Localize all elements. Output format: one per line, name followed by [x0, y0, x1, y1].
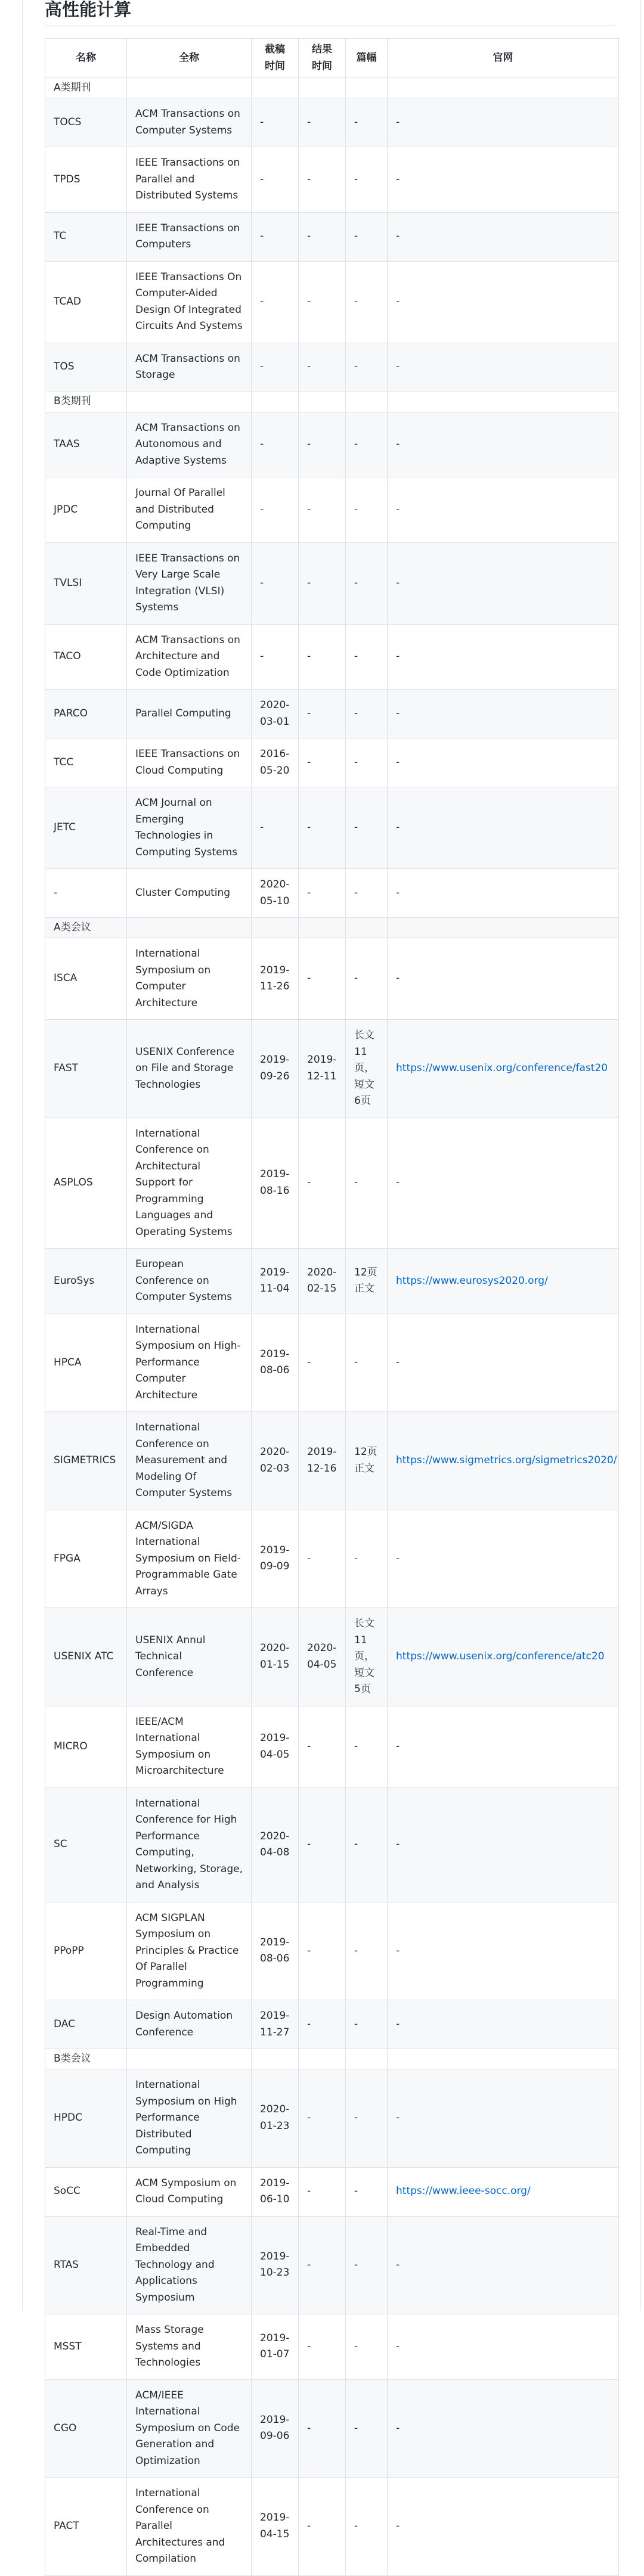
cell-result: -	[299, 738, 346, 787]
cell-length: -	[346, 2000, 388, 2049]
cell-name: TCC	[45, 738, 127, 787]
cell-length: -	[346, 1902, 388, 2000]
cell-fullname: International Symposium on High-Performance Computer Architecture	[127, 1314, 252, 1412]
cell-deadline: 2019-10-23	[252, 2216, 299, 2314]
cell-name: RTAS	[45, 2216, 127, 2314]
table-row	[45, 1608, 619, 1706]
cell-name: PPoPP	[45, 1902, 127, 2000]
empty-cell	[346, 2049, 388, 2069]
category-row	[45, 2049, 619, 2069]
cell-name: TCAD	[45, 261, 127, 343]
cell-deadline: -	[252, 412, 299, 477]
cell-fullname: ACM Transactions on Computer Systems	[127, 98, 252, 147]
cell-site: -	[388, 869, 619, 918]
col-site-header: 官网	[388, 39, 619, 78]
table-row	[45, 2167, 619, 2216]
cell-result: -	[299, 1510, 346, 1608]
cell-name: ISCA	[45, 938, 127, 1020]
table-row	[45, 412, 619, 477]
cell-length: -	[346, 1118, 388, 1249]
cell-length: -	[346, 2216, 388, 2314]
cell-length: -	[346, 1510, 388, 1608]
cell-site: -	[388, 2000, 619, 2049]
category-label: A类会议	[45, 918, 127, 938]
cell-deadline: 2019-06-10	[252, 2167, 299, 2216]
cell-site: -	[388, 477, 619, 543]
cell-result: -	[299, 212, 346, 261]
col-length-header: 篇幅	[346, 39, 388, 78]
cell-site: -	[388, 690, 619, 738]
cell-fullname: Real-Time and Embedded Technology and Applications Symposium	[127, 2216, 252, 2314]
cell-result: -	[299, 2167, 346, 2216]
cell-name: ASPLOS	[45, 1118, 127, 1249]
cell-site: -	[388, 2478, 619, 2576]
cell-deadline: -	[252, 787, 299, 869]
cell-fullname: Design Automation Conference	[127, 2000, 252, 2049]
cell-name: HPDC	[45, 2069, 127, 2168]
cell-result: 2020-04-05	[299, 1608, 346, 1706]
empty-cell	[388, 78, 619, 98]
table-row	[45, 2379, 619, 2478]
empty-cell	[346, 918, 388, 938]
empty-cell	[299, 2049, 346, 2069]
cell-site[interactable]: https://www.usenix.org/conference/fast20	[388, 1020, 619, 1118]
cell-name: TAAS	[45, 412, 127, 477]
table-body	[45, 78, 619, 2576]
table-row	[45, 542, 619, 624]
empty-cell	[299, 78, 346, 98]
cell-length: -	[346, 624, 388, 690]
cell-length: -	[346, 938, 388, 1020]
cell-length: -	[346, 869, 388, 918]
cell-result: 2019-12-16	[299, 1412, 346, 1510]
cell-fullname: Journal Of Parallel and Distributed Computing	[127, 477, 252, 543]
cell-name: MSST	[45, 2314, 127, 2380]
cell-name: TC	[45, 212, 127, 261]
cell-deadline: 2019-01-07	[252, 2314, 299, 2380]
cell-name: TOCS	[45, 98, 127, 147]
cell-site: -	[388, 1706, 619, 1787]
section-title: 高性能计算	[45, 0, 617, 26]
cell-result: -	[299, 2216, 346, 2314]
table-row	[45, 690, 619, 738]
cell-fullname: ACM Transactions on Architecture and Code Optimization	[127, 624, 252, 690]
col-name-header: 名称	[45, 39, 127, 78]
cell-name: PACT	[45, 2478, 127, 2576]
table-header	[45, 39, 619, 78]
cell-fullname: USENIX Conference on File and Storage Technologies	[127, 1020, 252, 1118]
cell-length: -	[346, 690, 388, 738]
table-row	[45, 1249, 619, 1314]
cell-length: -	[346, 2478, 388, 2576]
cell-name: -	[45, 869, 127, 918]
table-row	[45, 624, 619, 690]
cell-fullname: IEEE Transactions on Computers	[127, 212, 252, 261]
cell-site[interactable]: https://www.ieee-socc.org/	[388, 2167, 619, 2216]
cell-length: 长文11页，短文5页	[346, 1608, 388, 1706]
cell-site: -	[388, 147, 619, 213]
table-row	[45, 2069, 619, 2168]
table-row	[45, 2000, 619, 2049]
cell-result: -	[299, 261, 346, 343]
cell-result: -	[299, 412, 346, 477]
cell-site: -	[388, 1787, 619, 1902]
cell-name: DAC	[45, 2000, 127, 2049]
cell-result: -	[299, 1706, 346, 1787]
cell-length: -	[346, 2379, 388, 2478]
table-row	[45, 98, 619, 147]
cell-result: -	[299, 542, 346, 624]
cell-deadline: 2016-05-20	[252, 738, 299, 787]
cell-site: -	[388, 98, 619, 147]
cell-site: -	[388, 738, 619, 787]
cell-result: -	[299, 1787, 346, 1902]
empty-cell	[388, 918, 619, 938]
cell-result: -	[299, 477, 346, 543]
cell-fullname: International Conference on Measurement and Modeling Of Computer Systems	[127, 1412, 252, 1510]
cell-fullname: ACM Symposium on Cloud Computing	[127, 2167, 252, 2216]
category-row	[45, 78, 619, 98]
table-row	[45, 869, 619, 918]
table-row	[45, 477, 619, 543]
cell-name: USENIX ATC	[45, 1608, 127, 1706]
cell-name: PARCO	[45, 690, 127, 738]
table-row	[45, 938, 619, 1020]
cell-fullname: IEEE Transactions on Very Large Scale Integration (VLSI) Systems	[127, 542, 252, 624]
cell-deadline: -	[252, 147, 299, 213]
category-label: B类期刊	[45, 392, 127, 412]
cell-fullname: USENIX Annul Technical Conference	[127, 1608, 252, 1706]
cell-site: -	[388, 2216, 619, 2314]
col-fullname-header: 全称	[127, 39, 252, 78]
cell-fullname: International Conference for High Performance Computing, Networking, Storage, and Analysis	[127, 1787, 252, 1902]
cell-length: -	[346, 147, 388, 213]
cell-deadline: -	[252, 624, 299, 690]
cell-result: -	[299, 98, 346, 147]
cell-site: -	[388, 343, 619, 392]
cell-deadline: 2019-09-26	[252, 1020, 299, 1118]
cell-site: -	[388, 624, 619, 690]
cell-fullname: Parallel Computing	[127, 690, 252, 738]
cell-length: -	[346, 542, 388, 624]
cell-result: -	[299, 1118, 346, 1249]
cell-deadline: 2019-09-06	[252, 2379, 299, 2478]
cell-fullname: IEEE/ACM International Symposium on Microarchitecture	[127, 1706, 252, 1787]
cell-deadline: 2020-01-23	[252, 2069, 299, 2168]
cell-length: -	[346, 261, 388, 343]
cell-fullname: IEEE Transactions on Cloud Computing	[127, 738, 252, 787]
cell-deadline: -	[252, 542, 299, 624]
cell-fullname: European Conference on Computer Systems	[127, 1249, 252, 1314]
cell-result: -	[299, 624, 346, 690]
empty-cell	[346, 78, 388, 98]
cell-deadline: 2019-11-26	[252, 938, 299, 1020]
cell-deadline: 2020-05-10	[252, 869, 299, 918]
cell-name: HPCA	[45, 1314, 127, 1412]
table-row	[45, 787, 619, 869]
cell-site: -	[388, 2314, 619, 2380]
empty-cell	[127, 392, 252, 412]
cell-name: SIGMETRICS	[45, 1412, 127, 1510]
table-row	[45, 2478, 619, 2576]
cell-result: 2020-02-15	[299, 1249, 346, 1314]
category-row	[45, 392, 619, 412]
cell-site: -	[388, 787, 619, 869]
cell-fullname: ACM/IEEE International Symposium on Code Generation and Optimization	[127, 2379, 252, 2478]
cell-site: -	[388, 2069, 619, 2168]
col-deadline-header: 截稿时间	[252, 39, 299, 78]
table-row	[45, 1902, 619, 2000]
table-row	[45, 1510, 619, 1608]
table-row	[45, 1412, 619, 1510]
cell-result: -	[299, 2069, 346, 2168]
cell-site: -	[388, 212, 619, 261]
cell-result: -	[299, 147, 346, 213]
cell-fullname: International Symposium on High Performance Distributed Computing	[127, 2069, 252, 2168]
cell-name: SC	[45, 1787, 127, 1902]
category-label: B类会议	[45, 2049, 127, 2069]
cell-site: -	[388, 938, 619, 1020]
cell-deadline: 2020-03-01	[252, 690, 299, 738]
cell-length: -	[346, 98, 388, 147]
cell-name: JETC	[45, 787, 127, 869]
cell-deadline: -	[252, 261, 299, 343]
cell-deadline: 2020-01-15	[252, 1608, 299, 1706]
cell-name: TPDS	[45, 147, 127, 213]
cell-deadline: 2019-04-15	[252, 2478, 299, 2576]
empty-cell	[252, 78, 299, 98]
cell-result: -	[299, 343, 346, 392]
cell-name: JPDC	[45, 477, 127, 543]
cell-deadline: 2019-11-27	[252, 2000, 299, 2049]
cell-name: MICRO	[45, 1706, 127, 1787]
cell-result: -	[299, 938, 346, 1020]
cell-length: -	[346, 1787, 388, 1902]
empty-cell	[252, 2049, 299, 2069]
table-row	[45, 738, 619, 787]
category-row	[45, 918, 619, 938]
cell-site[interactable]: https://www.eurosys2020.org/	[388, 1249, 619, 1314]
cell-fullname: International Symposium on Computer Architecture	[127, 938, 252, 1020]
table-row	[45, 147, 619, 213]
cell-fullname: Mass Storage Systems and Technologies	[127, 2314, 252, 2380]
table-row	[45, 1020, 619, 1118]
cell-deadline: -	[252, 343, 299, 392]
cell-fullname: ACM Transactions on Storage	[127, 343, 252, 392]
cell-site: -	[388, 542, 619, 624]
cell-deadline: -	[252, 212, 299, 261]
table-row	[45, 261, 619, 343]
cell-length: -	[346, 343, 388, 392]
cell-deadline: 2019-08-06	[252, 1902, 299, 2000]
cell-fullname: IEEE Transactions On Computer-Aided Design Of Integrated Circuits And Systems	[127, 261, 252, 343]
empty-cell	[127, 2049, 252, 2069]
cell-length: 12页正文	[346, 1412, 388, 1510]
cell-name: FPGA	[45, 1510, 127, 1608]
cell-fullname: ACM/SIGDA International Symposium on Field-Programmable Gate Arrays	[127, 1510, 252, 1608]
cell-result: -	[299, 2379, 346, 2478]
cell-name: TACO	[45, 624, 127, 690]
cell-deadline: 2020-02-03	[252, 1412, 299, 1510]
table-row	[45, 2216, 619, 2314]
cell-site: -	[388, 1314, 619, 1412]
cell-fullname: International Conference on Architectural Support for Programming Languages and Operating Systems	[127, 1118, 252, 1249]
table-row	[45, 1314, 619, 1412]
cell-name: FAST	[45, 1020, 127, 1118]
cell-site[interactable]: https://www.sigmetrics.org/sigmetrics2020/	[388, 1412, 619, 1510]
cell-site: -	[388, 1510, 619, 1608]
empty-cell	[252, 392, 299, 412]
col-result-header: 结果时间	[299, 39, 346, 78]
cell-fullname: International Conference on Parallel Architectures and Compilation	[127, 2478, 252, 2576]
cell-fullname: ACM Transactions on Autonomous and Adaptive Systems	[127, 412, 252, 477]
cell-result: -	[299, 2000, 346, 2049]
table-row	[45, 212, 619, 261]
cell-site: -	[388, 412, 619, 477]
cell-deadline: 2019-08-16	[252, 1118, 299, 1249]
cell-deadline: -	[252, 477, 299, 543]
table-row	[45, 1706, 619, 1787]
empty-cell	[299, 918, 346, 938]
header-row	[45, 39, 619, 78]
cell-name: CGO	[45, 2379, 127, 2478]
empty-cell	[127, 918, 252, 938]
category-label: A类期刊	[45, 78, 127, 98]
cell-length: -	[346, 738, 388, 787]
cell-site: -	[388, 1902, 619, 2000]
cell-deadline: 2019-11-04	[252, 1249, 299, 1314]
cell-deadline: 2019-09-09	[252, 1510, 299, 1608]
cell-length: -	[346, 1706, 388, 1787]
cell-fullname: Cluster Computing	[127, 869, 252, 918]
cell-length: -	[346, 412, 388, 477]
cell-length: -	[346, 2314, 388, 2380]
venue-table	[45, 38, 619, 2576]
cell-deadline: 2019-04-05	[252, 1706, 299, 1787]
cell-result: -	[299, 690, 346, 738]
cell-name: SoCC	[45, 2167, 127, 2216]
cell-deadline: 2020-04-08	[252, 1787, 299, 1902]
cell-deadline: -	[252, 98, 299, 147]
empty-cell	[388, 2049, 619, 2069]
table-row	[45, 343, 619, 392]
cell-name: TVLSI	[45, 542, 127, 624]
cell-length: -	[346, 477, 388, 543]
cell-fullname: IEEE Transactions on Parallel and Distributed Systems	[127, 147, 252, 213]
empty-cell	[299, 392, 346, 412]
cell-fullname: ACM SIGPLAN Symposium on Principles & Practice Of Parallel Programming	[127, 1902, 252, 2000]
cell-result: -	[299, 869, 346, 918]
cell-result: 2019-12-11	[299, 1020, 346, 1118]
cell-length: -	[346, 2167, 388, 2216]
empty-cell	[346, 392, 388, 412]
cell-name: EuroSys	[45, 1249, 127, 1314]
cell-name: TOS	[45, 343, 127, 392]
table-row	[45, 1787, 619, 1902]
cell-length: -	[346, 2069, 388, 2168]
cell-result: -	[299, 2314, 346, 2380]
cell-result: -	[299, 2478, 346, 2576]
cell-length: 12页正文	[346, 1249, 388, 1314]
cell-length: -	[346, 787, 388, 869]
table-row	[45, 1118, 619, 1249]
cell-result: -	[299, 1902, 346, 2000]
cell-length: -	[346, 212, 388, 261]
cell-length: -	[346, 1314, 388, 1412]
cell-length: 长文11页，短文6页	[346, 1020, 388, 1118]
table-row	[45, 2314, 619, 2380]
cell-site: -	[388, 261, 619, 343]
cell-site: -	[388, 2379, 619, 2478]
cell-result: -	[299, 787, 346, 869]
empty-cell	[127, 78, 252, 98]
cell-site[interactable]: https://www.usenix.org/conference/atc20	[388, 1608, 619, 1706]
empty-cell	[388, 392, 619, 412]
cell-result: -	[299, 1314, 346, 1412]
cell-deadline: 2019-08-06	[252, 1314, 299, 1412]
empty-cell	[252, 918, 299, 938]
cell-fullname: ACM Journal on Emerging Technologies in Computing Systems	[127, 787, 252, 869]
cell-site: -	[388, 1118, 619, 1249]
